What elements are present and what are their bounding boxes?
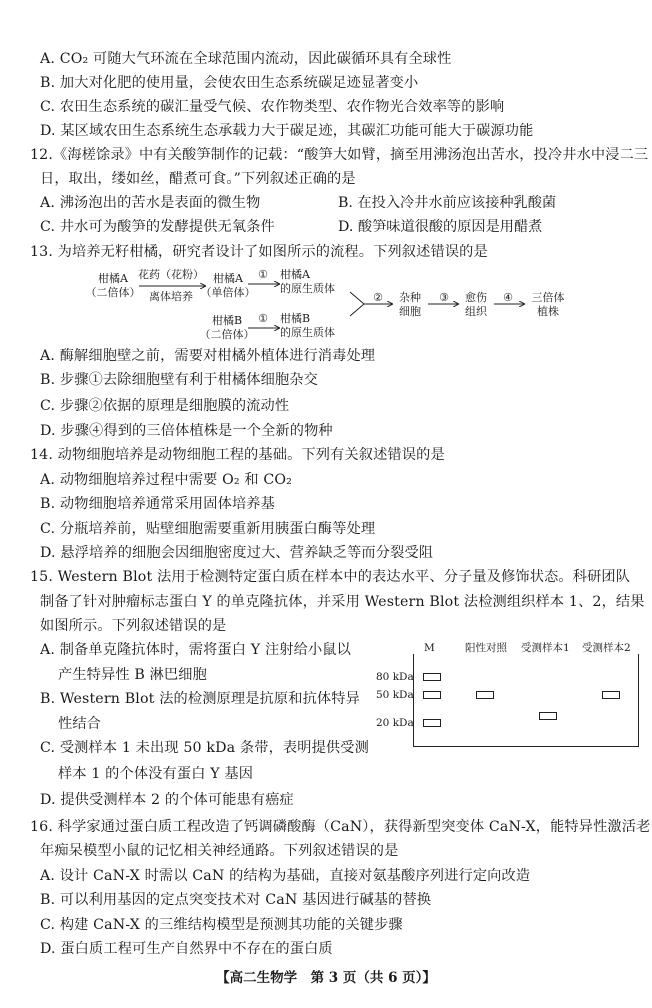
q12-option-c: C. 井水可为酸笋的发酵提供无氧条件: [40, 219, 275, 235]
diagram-proto-a-2: 的原生质体: [280, 282, 335, 295]
q15-option-b-line2: 性结合: [58, 716, 102, 732]
diagram-citrus-b-diploid: （二倍体）: [199, 328, 255, 341]
diagram-proto-b-2: 的原生质体: [280, 326, 335, 339]
diagram-step1a: ①: [258, 268, 268, 281]
q12-stem-line2: 日，取出，缕如丝，醋煮可食。”下列叙述正确的是: [40, 171, 356, 187]
q15-option-d: D. 提供受测样本 2 的个体可能患有癌症: [40, 792, 294, 808]
q14-option-a: A. 动物细胞培养过程中需要 O₂ 和 CO₂: [40, 472, 292, 488]
q13-option-b: B. 步骤①去除细胞壁有利于柑橘体细胞杂交: [40, 372, 318, 388]
diagram-callus-2: 组织: [465, 305, 487, 318]
band-marker-20: [423, 719, 441, 727]
q15-stem-line3: 如图所示。下列叙述错误的是: [40, 618, 227, 634]
diagram-proto-b-1: 柑橘B: [280, 312, 311, 325]
diagram-citrus-b-label: 柑橘B: [211, 314, 243, 327]
diagram-citrus-a-haploid: （单倍体）: [200, 286, 256, 299]
q16-option-c: C. 构建 CaN-X 的三维结构模型是预测其功能的关键步骤: [40, 917, 403, 933]
blot-membrane: [413, 654, 639, 747]
merge-line-bottom: [350, 304, 364, 316]
band-marker-50: [423, 691, 441, 699]
q11-option-a: A. CO₂ 可随大气环流在全球范围内流动，因此碳循环具有全球性: [40, 51, 452, 67]
blot-label-50kda: 50 kDa: [376, 689, 414, 701]
diagram-proto-a-1: 柑橘A: [280, 268, 310, 281]
q15-option-c-line2: 样本 1 的个体没有蛋白 Y 基因: [58, 766, 254, 782]
q12-option-d: D. 酸笋味道很酸的原因是用醋煮: [338, 219, 543, 235]
q16-option-d: D. 蛋白质工程可生产自然界中不存在的蛋白质: [40, 941, 333, 957]
band-sample2-50: [602, 691, 620, 699]
q15-option-a-line1: A. 制备单克隆抗体时，需将蛋白 Y 注射给小鼠以: [40, 642, 351, 658]
diagram-citrus-a-diploid: （二倍体）: [85, 286, 141, 299]
diagram-triploid-1: 三倍体: [531, 291, 565, 304]
diagram-citrus-a-label: 柑橘A: [98, 272, 128, 285]
diagram-step4: ④: [503, 291, 513, 304]
blot-col-marker: M: [424, 642, 435, 654]
diagram-triploid-2: 植株: [537, 305, 559, 318]
q13-option-d: D. 步骤④得到的三倍体植株是一个全新的物种: [40, 423, 333, 439]
q11-option-d: D. 某区域农田生态系统生态承载力大于碳足迹，其碳汇功能可能大于碳源功能: [40, 123, 534, 139]
blot-label-80kda: 80 kDa: [376, 671, 414, 683]
q12-option-a: A. 沸汤泡出的苦水是表面的微生物: [40, 195, 261, 211]
q16-stem-line2: 年痴呆模型小鼠的记忆相关神经通路。下列叙述错误的是: [40, 843, 399, 859]
q15-stem-line2: 制备了针对肿瘤标志蛋白 Y 的单克隆抗体，并采用 Western Blot 法检测组织样本 1、2，结果: [40, 594, 645, 610]
q14-option-d: D. 悬浮培养的细胞会因细胞密度过大、营养缺乏等而分裂受阻: [40, 545, 434, 561]
merge-line-top: [350, 292, 364, 304]
q13-option-c: C. 步骤②依据的原理是细胞膜的流动性: [40, 398, 290, 414]
q14-option-b: B. 动物细胞培养通常采用固体培养基: [40, 496, 275, 512]
blot-label-20kda: 20 kDa: [376, 717, 414, 729]
q15-stem-line1: 15. Western Blot 法用于检测特定蛋白质在样本中的表达水平、分子量及修饰状态。科研团队: [30, 569, 631, 585]
diagram-arrow1-bottom: 离体培养: [149, 290, 193, 303]
diagram-step3: ③: [439, 291, 449, 304]
q14-stem: 14. 动物细胞培养是动物细胞工程的基础。下列有关叙述错误的是: [30, 447, 445, 463]
blot-col-sample1: 受测样本1: [521, 642, 570, 654]
page-footer: 【高二生物学 第 3 页（共 6 页）】: [216, 970, 436, 986]
q13-option-a: A. 酶解细胞壁之前，需要对柑橘外植体进行消毒处理: [40, 348, 376, 364]
q14-option-c: C. 分瓶培养前，贴壁细胞需要重新用胰蛋白酶等处理: [40, 521, 376, 537]
q13-stem: 13. 为培养无籽柑橘，研究者设计了如图所示的流程。下列叙述错误的是: [30, 244, 488, 260]
q11-option-c: C. 农田生态系统的碳汇量受气候、农作物类型、农作物光合效率等的影响: [40, 99, 505, 115]
diagram-arrow1-top: 花药（花粉）: [138, 268, 204, 281]
diagram-hybrid-2: 细胞: [399, 305, 421, 318]
diagram-citrus-a-single: 柑橘A: [213, 272, 243, 285]
band-marker-80: [423, 673, 441, 681]
q11-option-b: B. 加大对化肥的使用量，会使农田生态系统碳足迹显著变小: [40, 75, 419, 91]
q15-option-a-line2: 产生特异性 B 淋巴细胞: [58, 667, 207, 683]
blot-col-sample2: 受测样本2: [582, 642, 631, 654]
q15-option-c-line1: C. 受测样本 1 未出现 50 kDa 条带，表明提供受测: [40, 740, 369, 756]
q15-option-b-line1: B. Western Blot 法的检测原理是抗原和抗体特异: [40, 691, 360, 707]
q12-stem-line1: 12.《海槎馀录》中有关酸笋制作的记载：“酸笋大如臂，摘至用沸汤泡出苦水，投冷井水中浸二三: [30, 147, 649, 163]
diagram-callus-1: 愈伤: [465, 291, 487, 304]
q16-option-b: B. 可以利用基因的定点突变技术对 CaN 基因进行碱基的替换: [40, 892, 432, 908]
diagram-arrows: [0, 0, 652, 360]
diagram-hybrid-1: 杂种: [399, 291, 421, 304]
band-sample1-low: [539, 712, 557, 720]
q12-option-b: B. 在投入冷井水前应该接种乳酸菌: [338, 195, 557, 211]
q16-option-a: A. 设计 CaN-X 时需以 CaN 的结构为基础，直接对氨基酸序列进行定向改造: [40, 868, 531, 884]
diagram-step1b: ①: [258, 312, 268, 325]
diagram-step2: ②: [373, 291, 383, 304]
band-positive-50: [476, 691, 494, 699]
q16-stem-line1: 16. 科学家通过蛋白质工程改造了钙调磷酸酶（CaN），获得新型突变体 CaN-X，能特异性激活老: [30, 819, 651, 835]
blot-col-positive: 阳性对照: [465, 642, 507, 654]
